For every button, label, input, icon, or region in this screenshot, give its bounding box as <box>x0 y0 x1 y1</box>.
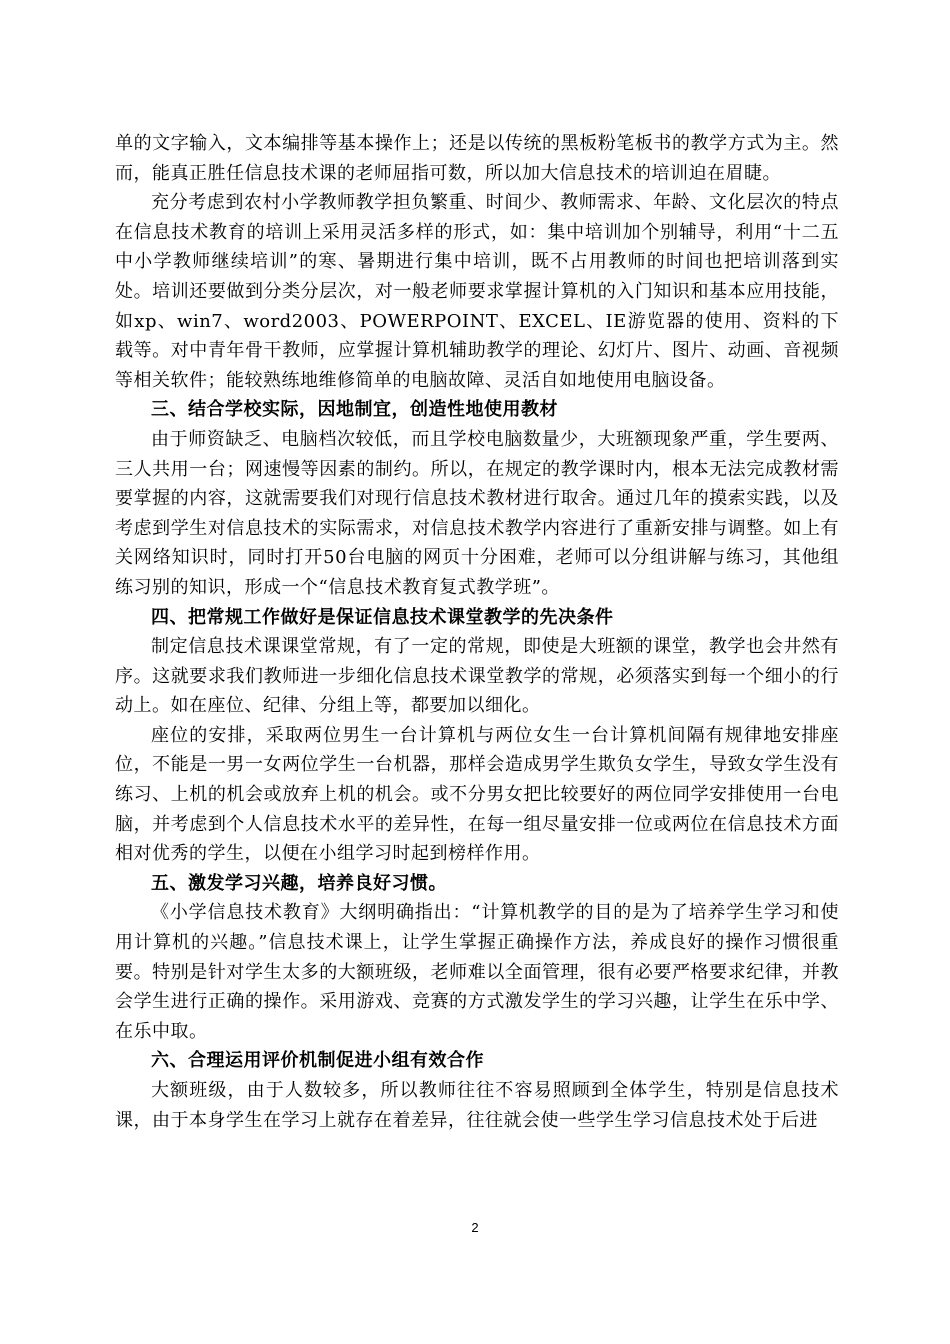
paragraph: 充分考虑到农村小学教师教学担负繁重、时间少、教师需求、年龄、文化层次的特点在信息技术教育的培训上采用灵活多样的形式，如：集中培训加个别辅导，利用“十二五中小学教师继续培训”的寒、暑期进行集中培训，既不占用教师的时间也把培训落到实处。培训还要做到分类分层次，对一般老师要求掌握计算机的入门知识和基本应用技能，如xp、win7、word2003、POWERPOINT、EXCEL、IE游览器的使用、资料的下载等。对中青年骨干教师，应掌握计算机辅助教学的理论、幻灯片、图片、动画、音视频等相关软件；能较熟练地维修简单的电脑故障、灵活自如地使用电脑设备。 <box>115 192 839 391</box>
paragraph: 大额班级，由于人数较多，所以教师往往不容易照顾到全体学生，特别是信息技术课，由于本身学生在学习上就存在着差异，往往就会使一些学生学习信息技术处于后进 <box>115 1080 839 1131</box>
section-heading: 五、激发学习兴趣，培养良好习惯。 <box>151 872 447 894</box>
page-body <box>115 129 839 1135</box>
paragraph: 制定信息技术课课堂常规，有了一定的常规，即使是大班额的课堂，教学也会井然有序。这就要求我们教师进一步细化信息技术课堂教学的常规，必须落实到每一个细小的行动上。如在座位、纪律、分组上等，都要加以细化。 <box>115 636 839 717</box>
section-heading: 六、合理运用评价机制促进小组有效合作 <box>151 1050 484 1072</box>
paragraph: 由于师资缺乏、电脑档次较低，而且学校电脑数量少，大班额现象严重，学生要两、三人共用一台；网速慢等因素的制约。所以，在规定的教学课时内，根本无法完成教材需要掌握的内容，这就需要我们对现行信息技术教材进行取舍。通过几年的摸索实践，以及考虑到学生对信息技术的实际需求，对信息技术教学内容进行了重新安排与调整。如上有关网络知识时，同时打开50台电脑的网页十分困难，老师可以分组讲解与练习，其他组练习别的知识，形成一个“信息技术教育复式教学班”。 <box>115 428 839 598</box>
page-number: 2 <box>471 1220 479 1235</box>
paragraph: 座位的安排，采取两位男生一台计算机与两位女生一台计算机间隔有规律地安排座位，不能是一男一女两位学生一台机器，那样会造成男学生欺负女学生，导致女学生没有练习、上机的机会或放弃上机的机会。或不分男女把比较要好的两位同学安排使用一台电脑，并考虑到个人信息技术水平的差异性，在每一组尽量安排一位或两位在信息技术方面相对优秀的学生，以便在小组学习时起到榜样作用。 <box>115 724 839 865</box>
paragraph: 《小学信息技术教育》大纲明确指出：“计算机教学的目的是为了培养学生学习和使用计算机的兴趣。”信息技术课上，让学生掌握正确操作方法，养成良好的操作习惯很重要。特别是针对学生太多的大额班级，老师难以全面管理，很有必要严格要求纪律，并教会学生进行正确的操作。采用游戏、竞赛的方式激发学生的学习兴趣，让学生在乐中学、在乐中取。 <box>115 902 839 1042</box>
paragraph: 单的文字输入，文本编排等基本操作上；还是以传统的黑板粉笔板书的教学方式为主。然而，能真正胜任信息技术课的老师屈指可数，所以加大信息技术的培训迫在眉睫。 <box>115 133 839 184</box>
section-heading: 四、把常规工作做好是保证信息技术课堂教学的先决条件 <box>151 606 614 628</box>
section-heading: 三、结合学校实际，因地制宜，创造性地使用教材 <box>151 399 558 421</box>
